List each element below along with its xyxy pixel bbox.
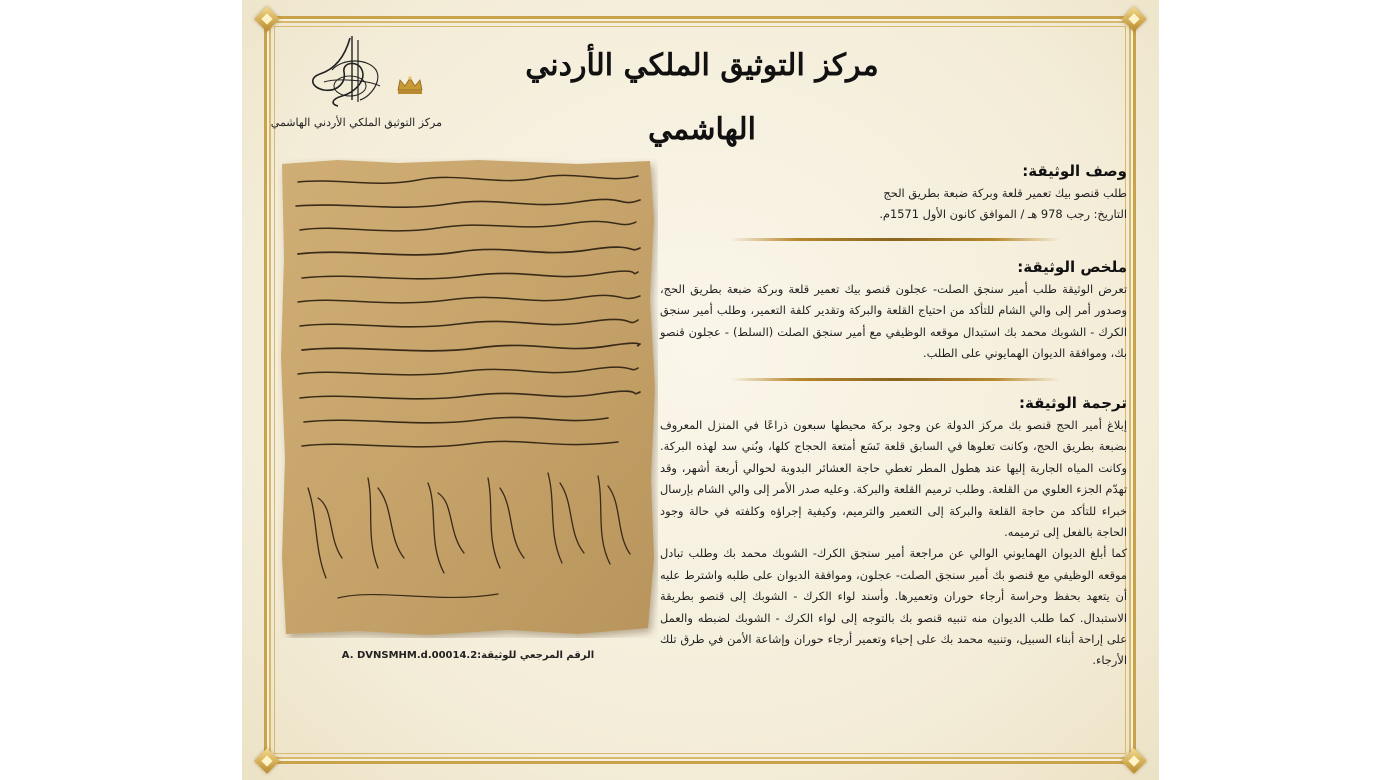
summary-body [660, 279, 1127, 365]
reference-value: A. DVNSMHM.d.00014.2 [341, 650, 478, 661]
crown-icon [398, 76, 422, 94]
translation-body [660, 415, 1127, 672]
summary-section [660, 258, 1127, 365]
summary-paragraph: تعرض الوثيقة طلب أمير سنجق الصلت- عجلون قنصو بيك تعمير قلعة وبركة ضبعة بطريق الحج، وصدور أمر إلى والي الشام للتأكد من احتياج القلعة والبركة وتقدير كلفة التعمير، وطلب أمير سنجق الكرك - الشوبك محمد بك استبدال موقعه الوظيفي مع أمير سنجق الصلت (السلط) - عجلون قنصو بك، وموافقة الديوان الهمايوني على الطلب. [660, 282, 1127, 361]
description-line: طلب قنصو بيك تعمير قلعة وبركة ضبعة بطريق الحج [883, 186, 1127, 200]
description-body [660, 183, 1127, 226]
manuscript-image [278, 158, 658, 638]
logo [272, 30, 442, 140]
page-title: مركز التوثيق الملكي الأردني الهاشمي [525, 48, 879, 147]
description-line: التاريخ: رجب 978 هـ / الموافق كانون الأول 1571م. [879, 207, 1127, 222]
description-heading: وصف الوثيقة: [1022, 162, 1127, 180]
reference-label: الرقم المرجعي للوثيقة: [477, 650, 595, 661]
summary-heading: ملخص الوثيقة: [1017, 258, 1127, 276]
translation-heading: ترجمة الوثيقة: [1019, 394, 1127, 412]
royal-monogram-icon [272, 30, 442, 116]
document-reference [278, 650, 658, 661]
document-page [242, 0, 1159, 780]
description-section [660, 162, 1127, 226]
translation-paragraph: إبلاغ أمير الحج قنصو بك مركز الدولة عن وجود بركة محيطها سبعون ذراعًا في المنزل المعروف بضبعة بطريق الحج، وكانت تعلوها في السابق قلعة تَسَع أمتعة الحجاج كلها، وبُني سد لهذه البركة. وكانت المياه الجارية إليها عند هطول المطر تغطي حاجة العشائر البدوية لحوالي أربعة أشهر، وقد تهدّم الجزء العلوي من القلعة. وطلب ترميم القلعة والبركة. وعليه صدر الأمر إلى والي الشام بإرسال خبراء للتأكد من حاجة القلعة والبركة إلى التعمير والترميم، وكيفية إجراؤه وكلفته في حالة وجود الحاجة بالفعل إلى ترميمه. [660, 418, 1127, 540]
translation-paragraph: كما أبلغ الديوان الهمايوني الوالي عن مراجعة أمير سنجق الكرك- الشوبك محمد بك وطلب تبادل موقعه الوظيفي مع قنصو بك أمير سنجق الصلت- عجلون، وموافقة الديوان على طلبه واشترط عليه أن يتعهد بحفظ وحراسة أرجاء حوران وتعميرها. وأسند لواء الكرك - الشوبك إلى قنصو بطريقة الاستبدال. كما طلب الديوان منه تنبيه قنصو بك بالتوجه إلى لواء الكرك - الشوبك لضبطه والعمل على إراحة أبناء السبيل، وتنبيه محمد بك على إحياء وتعمير أرجاء حوران وإشاعة الأمن في طرق تلك الأرجاء. [660, 546, 1127, 668]
section-divider [730, 238, 1060, 241]
translation-section [660, 394, 1127, 672]
logo-caption: مركز التوثيق الملكي الأردني الهاشمي [270, 116, 442, 129]
section-divider [730, 378, 1060, 381]
